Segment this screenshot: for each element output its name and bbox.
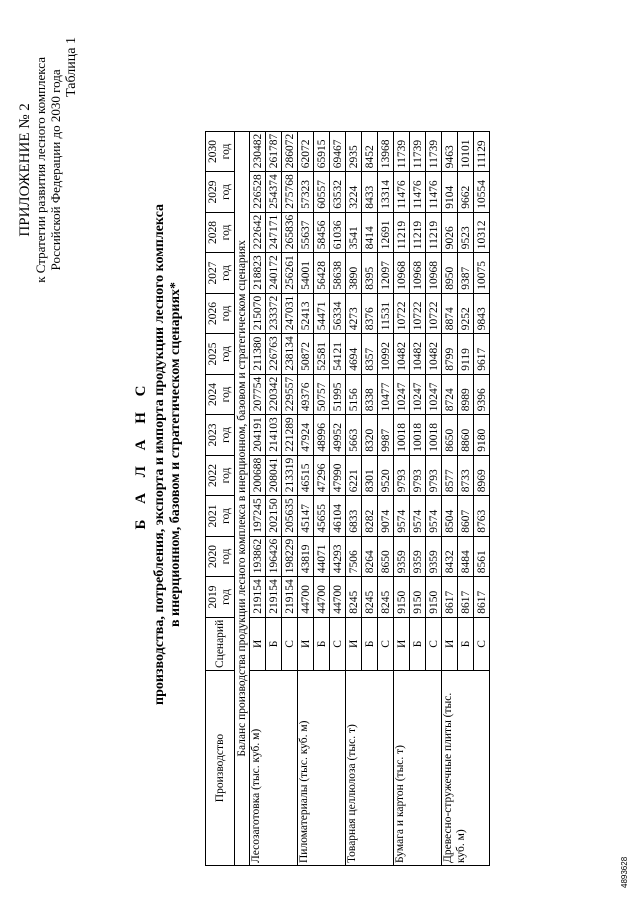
value-cell: 10075 — [474, 253, 490, 294]
value-cell: 8874 — [442, 293, 458, 334]
value-cell: 58456 — [314, 212, 330, 253]
value-cell: 286072 — [282, 131, 298, 172]
value-cell: 8860 — [458, 415, 474, 456]
scenario-cell: С — [426, 617, 442, 670]
value-cell: 213319 — [282, 455, 298, 496]
value-cell: 9987 — [378, 415, 394, 456]
value-cell: 256261 — [282, 253, 298, 294]
value-cell: 8245 — [378, 577, 394, 618]
table-body — [235, 131, 490, 865]
value-cell: 10018 — [394, 415, 410, 456]
value-cell: 7506 — [346, 536, 362, 577]
value-cell: 3541 — [346, 212, 362, 253]
value-cell: 9396 — [474, 374, 490, 415]
table-row — [250, 131, 266, 865]
table-row — [298, 131, 314, 865]
value-cell: 233372 — [266, 293, 282, 334]
value-cell: 8799 — [442, 334, 458, 375]
value-cell: 11476 — [410, 172, 426, 213]
value-cell: 214103 — [266, 415, 282, 456]
product-name-cell: Лесозаготовка (тыс. куб. м) — [250, 671, 298, 866]
value-cell: 69467 — [330, 131, 346, 172]
value-cell: 8733 — [458, 455, 474, 496]
value-cell: 9359 — [410, 536, 426, 577]
value-cell: 47990 — [330, 455, 346, 496]
value-cell: 9574 — [394, 496, 410, 537]
value-cell: 9793 — [426, 455, 442, 496]
value-cell: 8264 — [362, 536, 378, 577]
value-cell: 238134 — [282, 334, 298, 375]
value-cell: 10992 — [378, 334, 394, 375]
value-cell: 8301 — [362, 455, 378, 496]
product-name-cell: Древесно-стружечные плиты (тыс. куб. м) — [442, 671, 490, 866]
value-cell: 9520 — [378, 455, 394, 496]
value-cell: 9074 — [378, 496, 394, 537]
value-cell: 196426 — [266, 536, 282, 577]
header-year: 2028 год — [206, 212, 235, 253]
value-cell: 254374 — [266, 172, 282, 213]
value-cell: 240172 — [266, 253, 282, 294]
scenario-cell: С — [474, 617, 490, 670]
value-cell: 9617 — [474, 334, 490, 375]
value-cell: 219154 — [266, 577, 282, 618]
rotated-page — [0, 17, 640, 892]
table-row — [346, 131, 362, 865]
table-row — [442, 131, 458, 865]
value-cell: 5156 — [346, 374, 362, 415]
value-cell: 4273 — [346, 293, 362, 334]
value-cell: 10722 — [410, 293, 426, 334]
header-year: 2026 год — [206, 293, 235, 334]
product-name-cell: Товарная целлюлоза (тыс. т) — [346, 671, 394, 866]
scenario-cell: И — [394, 617, 410, 670]
balance-table — [205, 131, 490, 866]
scenario-cell: И — [346, 617, 362, 670]
value-cell: 207754 — [250, 374, 266, 415]
value-cell: 65915 — [314, 131, 330, 172]
value-cell: 205635 — [282, 496, 298, 537]
value-cell: 11739 — [410, 131, 426, 172]
value-cell: 2935 — [346, 131, 362, 172]
value-cell: 10247 — [426, 374, 442, 415]
value-cell: 10482 — [394, 334, 410, 375]
value-cell: 9180 — [474, 415, 490, 456]
value-cell: 46104 — [330, 496, 346, 537]
value-cell: 8617 — [474, 577, 490, 618]
value-cell: 10722 — [426, 293, 442, 334]
value-cell: 9104 — [442, 172, 458, 213]
value-cell: 8617 — [442, 577, 458, 618]
value-cell: 10554 — [474, 172, 490, 213]
value-cell: 247031 — [282, 293, 298, 334]
value-cell: 11739 — [426, 131, 442, 172]
value-cell: 46515 — [298, 455, 314, 496]
header-year: 2022 год — [206, 455, 235, 496]
scenario-cell: Б — [410, 617, 426, 670]
value-cell: 8650 — [442, 415, 458, 456]
scenario-cell: С — [378, 617, 394, 670]
value-cell: 11129 — [474, 131, 490, 172]
value-cell: 13314 — [378, 172, 394, 213]
value-cell: 9843 — [474, 293, 490, 334]
value-cell: 8357 — [362, 334, 378, 375]
value-cell: 10247 — [394, 374, 410, 415]
value-cell: 54471 — [314, 293, 330, 334]
value-cell: 8320 — [362, 415, 378, 456]
header-year: 2024 год — [206, 374, 235, 415]
value-cell: 8338 — [362, 374, 378, 415]
value-cell: 10968 — [410, 253, 426, 294]
value-cell: 11219 — [410, 212, 426, 253]
value-cell: 8414 — [362, 212, 378, 253]
value-cell: 47924 — [298, 415, 314, 456]
value-cell: 49952 — [330, 415, 346, 456]
header-year: 2025 год — [206, 334, 235, 375]
value-cell: 8607 — [458, 496, 474, 537]
value-cell: 9150 — [394, 577, 410, 618]
value-cell: 229557 — [282, 374, 298, 415]
value-cell: 44700 — [330, 577, 346, 618]
table-header-row — [206, 131, 235, 865]
value-cell: 9793 — [394, 455, 410, 496]
value-cell: 47296 — [314, 455, 330, 496]
appendix-title: ПРИЛОЖЕНИЕ № 2 — [17, 103, 33, 237]
value-cell: 198229 — [282, 536, 298, 577]
value-cell: 9359 — [394, 536, 410, 577]
value-cell: 8245 — [362, 577, 378, 618]
value-cell: 9574 — [410, 496, 426, 537]
value-cell: 63532 — [330, 172, 346, 213]
header-year: 2019 год — [206, 577, 235, 618]
header-year: 2020 год — [206, 536, 235, 577]
value-cell: 10247 — [410, 374, 426, 415]
value-cell: 10482 — [426, 334, 442, 375]
value-cell: 9793 — [410, 455, 426, 496]
value-cell: 10101 — [458, 131, 474, 172]
document-title — [130, 17, 184, 892]
value-cell: 222642 — [250, 212, 266, 253]
scenario-cell: С — [330, 617, 346, 670]
scenario-cell: Б — [266, 617, 282, 670]
header-product: Производство — [206, 671, 235, 866]
value-cell: 45147 — [298, 496, 314, 537]
value-cell: 8484 — [458, 536, 474, 577]
value-cell: 218823 — [250, 253, 266, 294]
value-cell: 208041 — [266, 455, 282, 496]
value-cell: 5663 — [346, 415, 362, 456]
section-row — [235, 131, 250, 865]
value-cell: 9026 — [442, 212, 458, 253]
header-year: 2029 год — [206, 172, 235, 213]
value-cell: 44071 — [314, 536, 330, 577]
value-cell: 11531 — [378, 293, 394, 334]
value-cell: 58638 — [330, 253, 346, 294]
value-cell: 275768 — [282, 172, 298, 213]
value-cell: 211380 — [250, 334, 266, 375]
value-cell: 8282 — [362, 496, 378, 537]
value-cell: 48996 — [314, 415, 330, 456]
value-cell: 43819 — [298, 536, 314, 577]
value-cell: 10312 — [474, 212, 490, 253]
value-cell: 62072 — [298, 131, 314, 172]
table-row — [394, 131, 410, 865]
value-cell: 197245 — [250, 496, 266, 537]
value-cell: 202150 — [266, 496, 282, 537]
value-cell: 10477 — [378, 374, 394, 415]
value-cell: 215070 — [250, 293, 266, 334]
value-cell: 9252 — [458, 293, 474, 334]
title-line-3: в инерционном, базовом и стратегическом сценариях* — [168, 281, 183, 628]
value-cell: 10018 — [410, 415, 426, 456]
value-cell: 219154 — [282, 577, 298, 618]
value-cell: 11476 — [426, 172, 442, 213]
scenario-cell: И — [298, 617, 314, 670]
value-cell: 44293 — [330, 536, 346, 577]
value-cell: 10968 — [426, 253, 442, 294]
value-cell: 8395 — [362, 253, 378, 294]
value-cell: 10722 — [394, 293, 410, 334]
header-year: 2030 год — [206, 131, 235, 172]
product-name-cell: Бумага и картон (тыс. т) — [394, 671, 442, 866]
value-cell: 8245 — [346, 577, 362, 618]
value-cell: 3224 — [346, 172, 362, 213]
value-cell: 9523 — [458, 212, 474, 253]
value-cell: 9119 — [458, 334, 474, 375]
value-cell: 52581 — [314, 334, 330, 375]
value-cell: 6833 — [346, 496, 362, 537]
value-cell: 193862 — [250, 536, 266, 577]
value-cell: 11219 — [394, 212, 410, 253]
value-cell: 60557 — [314, 172, 330, 213]
value-cell: 230482 — [250, 131, 266, 172]
appendix-line-3: Российской Федерации до 2030 года — [48, 69, 63, 271]
value-cell: 219154 — [250, 577, 266, 618]
value-cell: 8561 — [474, 536, 490, 577]
value-cell: 6221 — [346, 455, 362, 496]
value-cell: 9387 — [458, 253, 474, 294]
title-main: Б А Л А Н С — [133, 379, 149, 530]
value-cell: 44700 — [298, 577, 314, 618]
value-cell: 3890 — [346, 253, 362, 294]
value-cell: 8763 — [474, 496, 490, 537]
scenario-cell: Б — [458, 617, 474, 670]
value-cell: 8724 — [442, 374, 458, 415]
value-cell: 8577 — [442, 455, 458, 496]
value-cell: 10482 — [410, 334, 426, 375]
value-cell: 204191 — [250, 415, 266, 456]
value-cell: 9359 — [426, 536, 442, 577]
value-cell: 8376 — [362, 293, 378, 334]
value-cell: 221289 — [282, 415, 298, 456]
value-cell: 11476 — [394, 172, 410, 213]
scenario-cell: И — [442, 617, 458, 670]
appendix-header — [18, 57, 63, 283]
value-cell: 8650 — [378, 536, 394, 577]
header-scenario: Сценарий — [206, 617, 235, 670]
scenario-cell: С — [282, 617, 298, 670]
value-cell: 44700 — [314, 577, 330, 618]
value-cell: 49376 — [298, 374, 314, 415]
header-year: 2021 год — [206, 496, 235, 537]
value-cell: 55637 — [298, 212, 314, 253]
value-cell: 9463 — [442, 131, 458, 172]
value-cell: 56334 — [330, 293, 346, 334]
value-cell: 50757 — [314, 374, 330, 415]
value-cell: 261787 — [266, 131, 282, 172]
product-name-cell: Пиломатериалы (тыс. куб. м) — [298, 671, 346, 866]
value-cell: 8432 — [442, 536, 458, 577]
value-cell: 13968 — [378, 131, 394, 172]
scenario-cell: Б — [314, 617, 330, 670]
value-cell: 51995 — [330, 374, 346, 415]
value-cell: 4694 — [346, 334, 362, 375]
value-cell: 52413 — [298, 293, 314, 334]
scenario-cell: И — [250, 617, 266, 670]
value-cell: 12097 — [378, 253, 394, 294]
value-cell: 56428 — [314, 253, 330, 294]
value-cell: 9150 — [410, 577, 426, 618]
appendix-line-2: к Стратегии развития лесного комплекса — [33, 57, 48, 283]
value-cell: 10968 — [394, 253, 410, 294]
value-cell: 265836 — [282, 212, 298, 253]
value-cell: 220342 — [266, 374, 282, 415]
value-cell: 200688 — [250, 455, 266, 496]
table-number: Таблица 1 — [64, 37, 79, 97]
value-cell: 8433 — [362, 172, 378, 213]
value-cell: 9574 — [426, 496, 442, 537]
value-cell: 54001 — [298, 253, 314, 294]
header-year: 2023 год — [206, 415, 235, 456]
value-cell: 8504 — [442, 496, 458, 537]
value-cell: 9662 — [458, 172, 474, 213]
scenario-cell: Б — [362, 617, 378, 670]
document-id: 4893628 — [620, 856, 629, 888]
value-cell: 8617 — [458, 577, 474, 618]
value-cell: 8969 — [474, 455, 490, 496]
value-cell: 8989 — [458, 374, 474, 415]
value-cell: 12691 — [378, 212, 394, 253]
value-cell: 57323 — [298, 172, 314, 213]
value-cell: 8950 — [442, 253, 458, 294]
header-year: 2027 год — [206, 253, 235, 294]
value-cell: 50872 — [298, 334, 314, 375]
value-cell: 226763 — [266, 334, 282, 375]
value-cell: 11219 — [426, 212, 442, 253]
title-line-2: производства, потребления, экспорта и импорта продукции лесного комплекса — [152, 204, 167, 705]
value-cell: 247171 — [266, 212, 282, 253]
value-cell: 8452 — [362, 131, 378, 172]
section-title: Баланс производства продукции лесного комплекса в инерционном, базовом и стратегическом сценариях — [235, 131, 250, 865]
value-cell: 10018 — [426, 415, 442, 456]
value-cell: 61036 — [330, 212, 346, 253]
value-cell: 54121 — [330, 334, 346, 375]
value-cell: 9150 — [426, 577, 442, 618]
value-cell: 226528 — [250, 172, 266, 213]
value-cell: 45655 — [314, 496, 330, 537]
value-cell: 11739 — [394, 131, 410, 172]
